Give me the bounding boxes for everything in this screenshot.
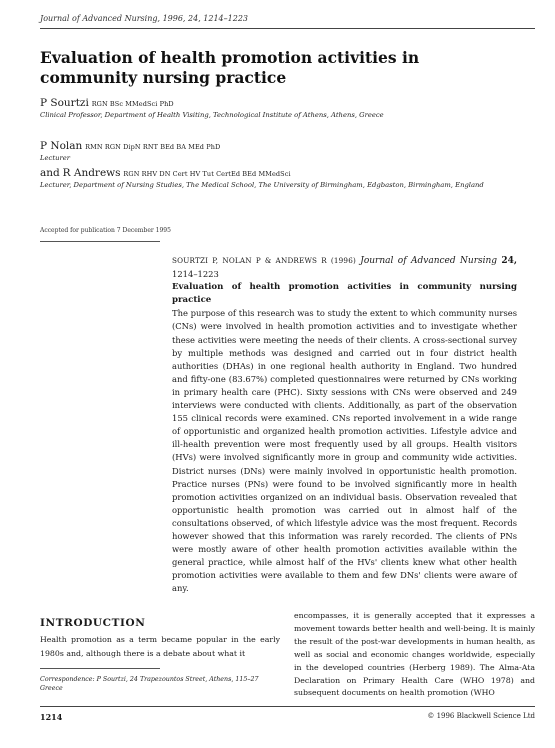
author-block-3 bbox=[40, 167, 500, 190]
citation-volume: 24, bbox=[501, 256, 517, 266]
author-block-1 bbox=[40, 97, 500, 120]
correspondence-divider bbox=[40, 668, 160, 669]
left-column bbox=[40, 610, 280, 693]
accepted-date: Accepted for publication 7 December 1995 bbox=[40, 227, 171, 234]
abstract-title: Evaluation of health promotion activities in community nursing practice bbox=[172, 282, 517, 306]
author-affiliation: Lecturer, Department of Nursing Studies, The Medical School, The University of Birmingham, Edgbaston, Birmingham, England bbox=[40, 181, 484, 189]
header-divider bbox=[40, 28, 535, 29]
article-title: Evaluation of health promotion activities in community nursing practice bbox=[40, 48, 420, 87]
author-affiliation: Lecturer bbox=[40, 154, 70, 162]
section-heading-introduction: INTRODUCTION bbox=[40, 617, 146, 629]
author-name: P Sourtzi bbox=[40, 97, 89, 109]
citation-journal: Journal of Advanced Nursing bbox=[360, 256, 498, 266]
author-block-2 bbox=[40, 140, 500, 163]
author-qualifications: RGN BSc MMedSci PhD bbox=[91, 100, 174, 108]
abstract bbox=[172, 254, 517, 595]
author-prefix: and bbox=[40, 167, 60, 179]
journal-header: Journal of Advanced Nursing, 1996, 24, 1214–1223 bbox=[40, 14, 248, 23]
introduction-text: Health promotion as a term became popular in the early 1980s and, although there is a debate about what it bbox=[40, 635, 280, 658]
author-name: P Nolan bbox=[40, 140, 83, 152]
author-name: R Andrews bbox=[62, 167, 121, 179]
page-number: 1214 bbox=[40, 712, 63, 722]
right-column-text: encompasses, it is generally accepted that it expresses a movement towards better health and well-being. It is mainly the result of the post-war developments in human health, as well as social and economic changes worldwide, especially in the developed countries (Herberg 1989). The Alma-Ata Declaration on Primary Health Care (WHO 1978) and subsequent documents on health promotion (WHO bbox=[294, 611, 535, 698]
footer-divider bbox=[40, 706, 535, 707]
abstract-text: The purpose of this research was to study the extent to which community nurses (CNs) were involved in health promotion activities and to investigate whether these activities were meeting the needs of their clients. A cross-sectional survey by multiple methods was designed and carried out in four district health authorities (DHAs) in one regional health authority in England. Two hundred and fifty-one (83.67%) completed questionnaires were returned by CNs working in primary health care (PHC). Sixty sessions with CNs were observed and 249 interviews were conducted with clients. Additionally, as part of the observation 155 clinical records were examined. CNs reported involvement in a wide range of opportunistic and organized health promotion activities. Lifestyle advice and ill-health prevention were most frequently used by all groups. Health visitors (HVs) were involved significantly more in group and community wide activities. District nurses (DNs) were mainly involved in opportunistic health promotion. Practice nurses (PNs) were found to be involved significantly more in health promotion activities organized on an individual basis. Observation revealed that opportunistic health promotion was carried out in almost half of the consultations observed, of which lifestyle advice was the most frequent. Records however showed that this information was rarely recorded. The clients of PNs were mostly aware of other health promotion activities available within the general practice, while almost half of the HVs' clients knew what other health promotion activities were available to them and few DNs' clients were aware of any. bbox=[172, 308, 517, 594]
author-qualifications: RMN RGN DipN RNT BEd BA MEd PhD bbox=[85, 143, 221, 151]
citation-pages: 1214–1223 bbox=[172, 269, 219, 280]
citation-authors: SOURTZI P, NOLAN P & ANDREWS R (1996) bbox=[172, 256, 356, 265]
correspondence-note: Correspondence: P Sourtzi, 24 Trapezountos Street, Athens, 115–27 Greece bbox=[40, 676, 259, 692]
author-affiliation: Clinical Professor, Department of Health Visiting, Technological Institute of Athens, Athens, Greece bbox=[40, 111, 384, 119]
accepted-divider bbox=[40, 241, 160, 242]
author-qualifications: RGN RHV DN Cert HV Tut CertEd BEd MMedSci bbox=[123, 170, 291, 178]
copyright-notice: © 1996 Blackwell Science Ltd bbox=[427, 712, 535, 720]
